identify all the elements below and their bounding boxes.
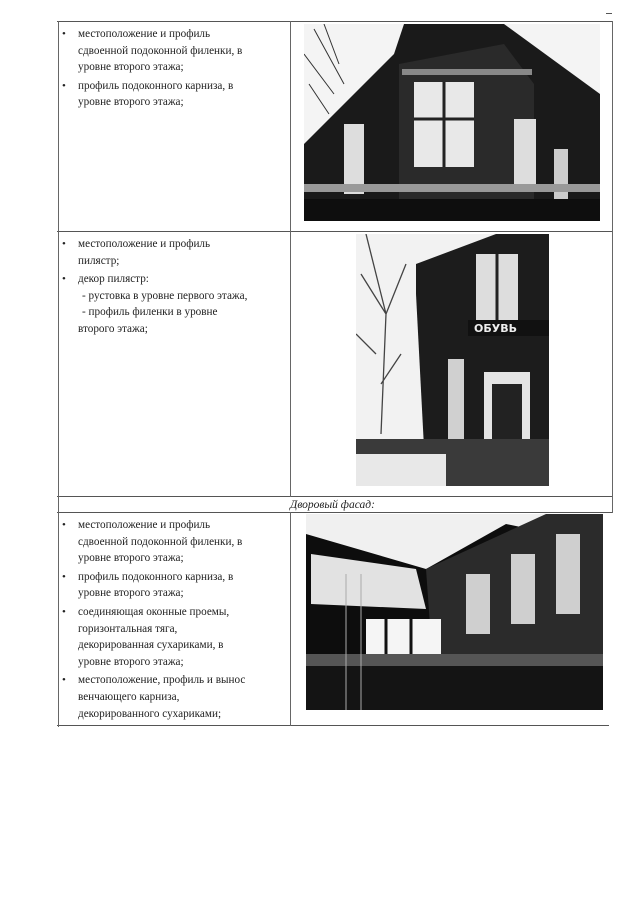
list-item: • местоположение и профиль пилястр; <box>62 238 211 267</box>
table-right-border <box>612 21 613 513</box>
section-caption: Дворовый фасад: <box>290 499 375 511</box>
corner-facade-drawing <box>304 24 600 221</box>
list-item: • местоположение и профиль сдвоенной подоконной филенки, в уровне второго этажа; <box>62 519 243 565</box>
row-divider-2 <box>57 496 613 497</box>
list-item: • декор пилястр: - рустовка в уровне первого этажа, - профиль филенки в уровне второго этажа; <box>62 273 248 335</box>
row-3-list <box>58 517 288 722</box>
list-item: • соединяющая оконные проемы, горизонтальная тяга, декорированная сухариками, в уровне второго этажа; <box>62 605 230 668</box>
column-divider-upper <box>290 21 291 497</box>
list-item: • профиль подоконного карниза, в уровне второго этажа; <box>62 570 234 600</box>
courtyard-facade-drawing <box>306 514 603 710</box>
row-1-text <box>58 26 288 113</box>
photo-courtyard-facade <box>306 514 603 710</box>
row-divider-3 <box>57 512 613 513</box>
list-item: • местоположение, профиль и вынос венчающего карниза, декорированного сухариками; <box>62 674 246 720</box>
row-1-list <box>58 26 288 111</box>
table-top-border <box>57 21 613 22</box>
row-2-text <box>58 236 288 340</box>
pilasters-drawing <box>356 234 549 486</box>
column-divider-lower <box>290 512 291 726</box>
table-bottom-border <box>57 725 609 726</box>
row-3-text <box>58 517 288 724</box>
corner-mark <box>606 13 612 17</box>
list-item: • профиль подоконного карниза, в уровне второго этажа; <box>62 79 234 109</box>
list-item: • местоположение и профиль сдвоенной подоконной филенки, в уровне второго этажа; <box>62 28 243 74</box>
photo-pilasters <box>356 234 549 486</box>
photo-corner-facade <box>304 24 600 221</box>
shop-sign-text: ОБУВЬ <box>474 322 517 335</box>
row-2-list <box>58 236 288 338</box>
row-divider-1 <box>57 231 613 232</box>
